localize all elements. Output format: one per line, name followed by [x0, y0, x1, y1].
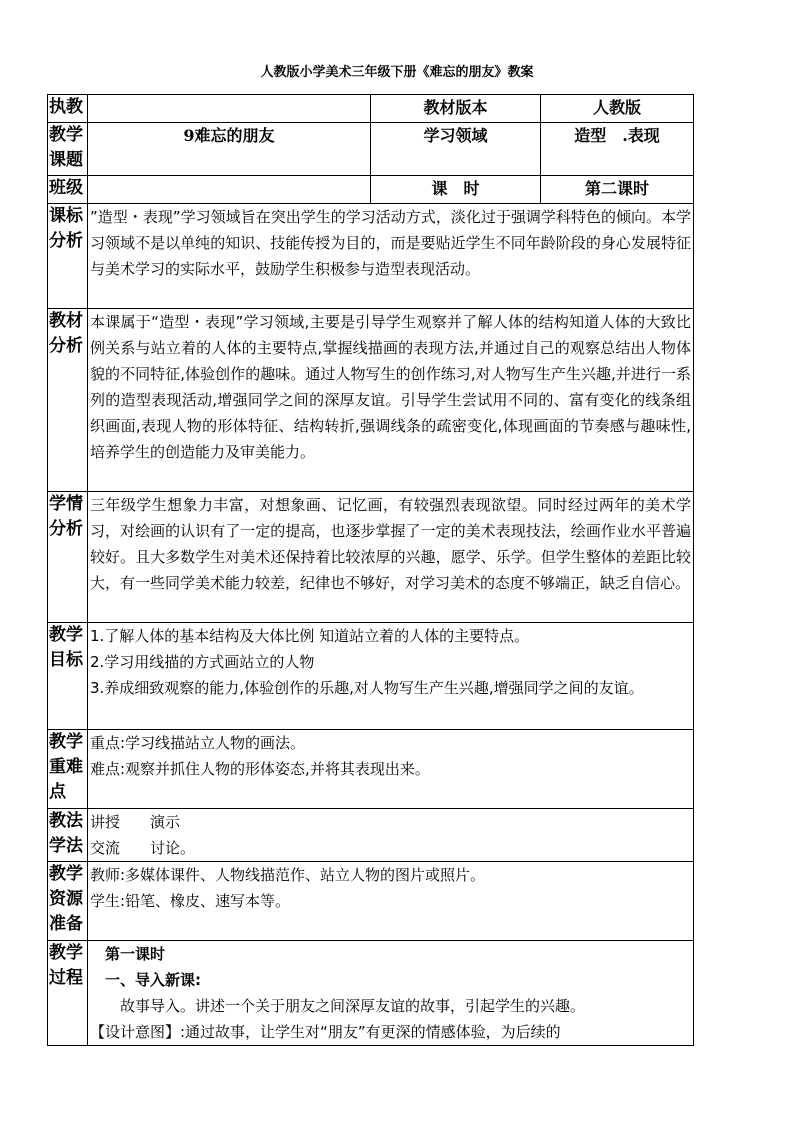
teacher-value: [88, 95, 371, 123]
curriculum-text: ”造型・表现”学习领域旨在突出学生的学习活动方式，淡化过于强调学科特色的倾向。本学习领域不是以单纯的知识、技能传授为目的，而是要贴近学生不同年龄阶段的身心发展特征与美术学习的实际水平，鼓励学生积极参与造型表现活动。: [88, 204, 694, 309]
row-resources: [48, 862, 694, 941]
row-process: [48, 941, 694, 1046]
goal-item: 2.学习用线描的方式画站立的人物: [90, 653, 315, 671]
row-curriculum: [48, 204, 694, 309]
lesson-plan-table: [47, 94, 694, 1046]
class-value: [88, 176, 371, 204]
textbook-version-value: 人教版: [541, 95, 694, 123]
row-textbook: [48, 309, 694, 492]
process-content: [88, 941, 694, 1046]
goal-item: 1.了解人体的基本结构及大体比例 知道站立着的人体的主要特点。: [90, 627, 530, 645]
key-point-item: 难点:观察并抓住人物的形体姿态,并将其表现出来。: [90, 760, 430, 778]
row-teacher: [48, 95, 694, 123]
teacher-label: 执教: [48, 95, 88, 123]
goal-item: 3.养成细致观察的能力,体验创作的乐趣,对人物写生产生兴趣,增强同学之间的友谊。: [90, 679, 644, 697]
lesson-title-value: 9难忘的朋友: [88, 123, 371, 176]
resource-item: 学生:铅笔、橡皮、速写本等。: [90, 892, 291, 910]
lesson-title-label: 教学课题: [48, 123, 88, 176]
period-value: 第二课时: [541, 176, 694, 204]
curriculum-label: 课标分析: [48, 204, 88, 309]
page-title: 人教版小学美术三年级下册《难忘的朋友》教案: [260, 65, 534, 80]
learning-domain-value: 造型 .表现: [541, 123, 694, 176]
goals-content: [88, 623, 694, 730]
textbook-version-label: 教材版本: [371, 95, 541, 123]
process-line: 故事导入。讲述一个关于朋友之间深厚友谊的故事，引起学生的兴趣。: [90, 997, 586, 1015]
textbook-label: 教材分析: [48, 309, 88, 492]
row-class: [48, 176, 694, 204]
row-key-points: [48, 730, 694, 809]
students-label: 学情分析: [48, 492, 88, 623]
goals-label: 教学目标: [48, 623, 88, 730]
process-line: 【设计意图】:通过故事，让学生对“朋友”有更深的情感体验，为后续的: [90, 1023, 561, 1041]
methods-content: [88, 809, 694, 862]
textbook-text: 本课属于“造型・表现”学习领域,主要是引导学生观察并了解人体的结构知道人体的大致比例关系与站立着的人体的主要特点,掌握线描画的表现方法,并通过自己的观察总结出人物体貌的不同特征,体验创作的趣味。通过人物写生的创作练习,对人物写生产生兴趣,并进行一系列的造型表现活动,增强同学之间的深厚友谊。引导学生尝试用不同的、富有变化的线条组织画面,表现人物的形体特征、结构转折,强调线条的疏密变化,体现画面的节奏感与趣味性,培养学生的创造能力及审美能力。: [88, 309, 694, 492]
key-points-content: [88, 730, 694, 809]
key-point-item: 重点:学习线描站立人物的画法。: [90, 734, 306, 752]
method-item: 讲授 演示: [90, 813, 181, 831]
process-line: 一、导入新课:: [90, 971, 201, 989]
resources-content: [88, 862, 694, 941]
row-methods: [48, 809, 694, 862]
method-item: 交流 讨论。: [90, 839, 196, 857]
resource-item: 教师:多媒体课件、人物线描范作、站立人物的图片或照片。: [90, 866, 486, 884]
process-label: 教学过程: [48, 941, 88, 1046]
row-students: [48, 492, 694, 623]
key-points-label: 教学重难点: [48, 730, 88, 809]
process-line: 第一课时: [90, 945, 166, 963]
methods-label: 教法学法: [48, 809, 88, 862]
row-lesson-title: [48, 123, 694, 176]
row-goals: [48, 623, 694, 730]
period-label: 课 时: [371, 176, 541, 204]
learning-domain-label: 学习领域: [371, 123, 541, 176]
class-label: 班级: [48, 176, 88, 204]
students-text: 三年级学生想象力丰富，对想象画、记忆画，有较强烈表现欲望。同时经过两年的美术学习，对绘画的认识有了一定的提高，也逐步掌握了一定的美术表现技法，绘画作业水平普遍较好。且大多数学生对美术还保持着比较浓厚的兴趣，愿学、乐学。但学生整体的差距比较大，有一些同学美术能力较差，纪律也不够好，对学习美术的态度不够端正，缺乏自信心。: [88, 492, 694, 623]
resources-label: 教学资源准备: [48, 862, 88, 941]
